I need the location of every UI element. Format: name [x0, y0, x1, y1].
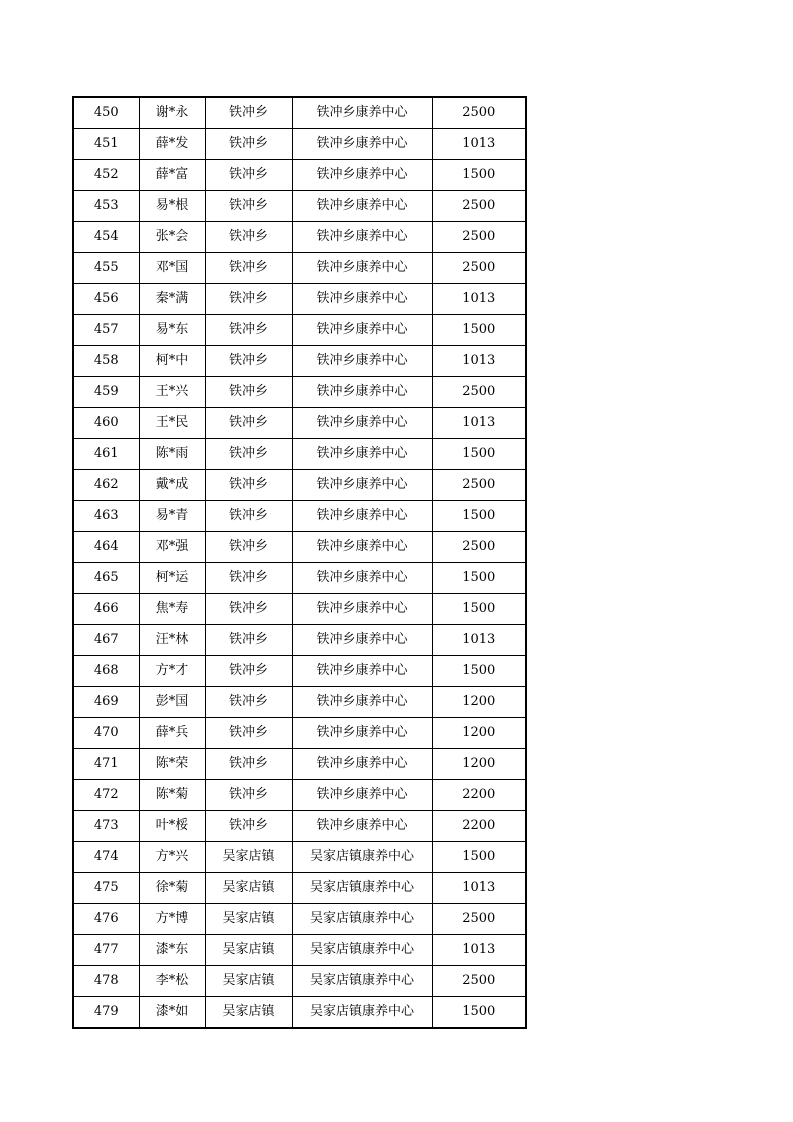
town-cell: 铁冲乡: [205, 346, 292, 377]
amount-cell: 1500: [432, 439, 526, 470]
amount-cell: 1013: [432, 625, 526, 656]
amount-cell: 2500: [432, 966, 526, 997]
row-number-cell: 461: [73, 439, 139, 470]
care-center-cell: 吴家店镇康养中心: [292, 997, 432, 1029]
name-cell: 薛*兵: [139, 718, 205, 749]
table-row: [73, 284, 526, 315]
name-cell: 易*青: [139, 501, 205, 532]
name-cell: 漆*如: [139, 997, 205, 1029]
table-row: [73, 532, 526, 563]
name-cell: 易*东: [139, 315, 205, 346]
town-cell: 铁冲乡: [205, 253, 292, 284]
row-number-cell: 463: [73, 501, 139, 532]
care-center-cell: 铁冲乡康养中心: [292, 222, 432, 253]
name-cell: 柯*中: [139, 346, 205, 377]
care-center-cell: 铁冲乡康养中心: [292, 160, 432, 191]
care-center-cell: 铁冲乡康养中心: [292, 191, 432, 222]
care-center-cell: 铁冲乡康养中心: [292, 408, 432, 439]
care-center-cell: 铁冲乡康养中心: [292, 253, 432, 284]
amount-cell: 1013: [432, 408, 526, 439]
name-cell: 彭*国: [139, 687, 205, 718]
amount-cell: 1200: [432, 718, 526, 749]
table-row: [73, 408, 526, 439]
table-row: [73, 346, 526, 377]
name-cell: 戴*成: [139, 470, 205, 501]
town-cell: 铁冲乡: [205, 97, 292, 129]
name-cell: 陈*荣: [139, 749, 205, 780]
table-row: [73, 315, 526, 346]
town-cell: 铁冲乡: [205, 532, 292, 563]
name-cell: 方*兴: [139, 842, 205, 873]
name-cell: 张*会: [139, 222, 205, 253]
row-number-cell: 452: [73, 160, 139, 191]
table-row: [73, 966, 526, 997]
name-cell: 叶*桵: [139, 811, 205, 842]
table-row: [73, 687, 526, 718]
name-cell: 王*民: [139, 408, 205, 439]
amount-cell: 1500: [432, 842, 526, 873]
care-center-cell: 铁冲乡康养中心: [292, 315, 432, 346]
table-row: [73, 935, 526, 966]
table-row: [73, 594, 526, 625]
name-cell: 秦*满: [139, 284, 205, 315]
row-number-cell: 470: [73, 718, 139, 749]
town-cell: 铁冲乡: [205, 408, 292, 439]
care-center-cell: 铁冲乡康养中心: [292, 780, 432, 811]
amount-cell: 2200: [432, 780, 526, 811]
row-number-cell: 475: [73, 873, 139, 904]
town-cell: 铁冲乡: [205, 191, 292, 222]
row-number-cell: 450: [73, 97, 139, 129]
table-row: [73, 873, 526, 904]
row-number-cell: 455: [73, 253, 139, 284]
town-cell: 铁冲乡: [205, 439, 292, 470]
row-number-cell: 478: [73, 966, 139, 997]
town-cell: 铁冲乡: [205, 656, 292, 687]
row-number-cell: 454: [73, 222, 139, 253]
care-center-cell: 铁冲乡康养中心: [292, 563, 432, 594]
care-center-cell: 铁冲乡康养中心: [292, 687, 432, 718]
row-number-cell: 465: [73, 563, 139, 594]
care-center-cell: 铁冲乡康养中心: [292, 811, 432, 842]
care-center-cell: 铁冲乡康养中心: [292, 656, 432, 687]
care-center-cell: 铁冲乡康养中心: [292, 439, 432, 470]
amount-cell: 1500: [432, 656, 526, 687]
amount-cell: 1013: [432, 935, 526, 966]
row-number-cell: 467: [73, 625, 139, 656]
amount-cell: 2500: [432, 904, 526, 935]
table-row: [73, 625, 526, 656]
name-cell: 薛*富: [139, 160, 205, 191]
row-number-cell: 451: [73, 129, 139, 160]
amount-cell: 1500: [432, 315, 526, 346]
amount-cell: 1500: [432, 501, 526, 532]
table-row: [73, 718, 526, 749]
row-number-cell: 457: [73, 315, 139, 346]
amount-cell: 1500: [432, 997, 526, 1029]
name-cell: 薛*发: [139, 129, 205, 160]
town-cell: 铁冲乡: [205, 377, 292, 408]
amount-cell: 2500: [432, 253, 526, 284]
table-row: [73, 97, 526, 129]
table-row: [73, 842, 526, 873]
table-row: [73, 997, 526, 1029]
care-center-cell: 吴家店镇康养中心: [292, 873, 432, 904]
care-center-cell: 铁冲乡康养中心: [292, 97, 432, 129]
amount-cell: 2500: [432, 377, 526, 408]
town-cell: 铁冲乡: [205, 501, 292, 532]
table-row: [73, 470, 526, 501]
name-cell: 汪*林: [139, 625, 205, 656]
amount-cell: 1500: [432, 594, 526, 625]
town-cell: 铁冲乡: [205, 811, 292, 842]
town-cell: 铁冲乡: [205, 470, 292, 501]
town-cell: 铁冲乡: [205, 222, 292, 253]
amount-cell: 1013: [432, 129, 526, 160]
table-row: [73, 656, 526, 687]
care-center-cell: 吴家店镇康养中心: [292, 842, 432, 873]
table-row: [73, 749, 526, 780]
town-cell: 铁冲乡: [205, 780, 292, 811]
name-cell: 柯*运: [139, 563, 205, 594]
town-cell: 铁冲乡: [205, 718, 292, 749]
town-cell: 铁冲乡: [205, 315, 292, 346]
town-cell: 吴家店镇: [205, 935, 292, 966]
amount-cell: 2500: [432, 222, 526, 253]
roster-table-body: [73, 97, 526, 1028]
table-row: [73, 253, 526, 284]
care-center-cell: 铁冲乡康养中心: [292, 718, 432, 749]
name-cell: 方*才: [139, 656, 205, 687]
name-cell: 谢*永: [139, 97, 205, 129]
row-number-cell: 462: [73, 470, 139, 501]
care-center-cell: 铁冲乡康养中心: [292, 625, 432, 656]
table-row: [73, 501, 526, 532]
row-number-cell: 459: [73, 377, 139, 408]
name-cell: 方*博: [139, 904, 205, 935]
care-center-cell: 铁冲乡康养中心: [292, 501, 432, 532]
table-row: [73, 160, 526, 191]
town-cell: 吴家店镇: [205, 842, 292, 873]
town-cell: 吴家店镇: [205, 997, 292, 1029]
table-row: [73, 563, 526, 594]
care-center-cell: 铁冲乡康养中心: [292, 470, 432, 501]
name-cell: 陈*雨: [139, 439, 205, 470]
table-row: [73, 439, 526, 470]
amount-cell: 2500: [432, 97, 526, 129]
name-cell: 陈*菊: [139, 780, 205, 811]
row-number-cell: 464: [73, 532, 139, 563]
row-number-cell: 460: [73, 408, 139, 439]
row-number-cell: 477: [73, 935, 139, 966]
row-number-cell: 458: [73, 346, 139, 377]
amount-cell: 2200: [432, 811, 526, 842]
care-center-cell: 铁冲乡康养中心: [292, 377, 432, 408]
amount-cell: 1200: [432, 749, 526, 780]
table-row: [73, 780, 526, 811]
care-center-cell: 铁冲乡康养中心: [292, 749, 432, 780]
table-row: [73, 811, 526, 842]
amount-cell: 1013: [432, 346, 526, 377]
table-row: [73, 904, 526, 935]
amount-cell: 1013: [432, 284, 526, 315]
care-center-cell: 吴家店镇康养中心: [292, 966, 432, 997]
care-center-cell: 铁冲乡康养中心: [292, 346, 432, 377]
row-number-cell: 472: [73, 780, 139, 811]
town-cell: 铁冲乡: [205, 749, 292, 780]
row-number-cell: 474: [73, 842, 139, 873]
care-center-cell: 铁冲乡康养中心: [292, 129, 432, 160]
care-center-cell: 吴家店镇康养中心: [292, 904, 432, 935]
amount-cell: 2500: [432, 532, 526, 563]
care-center-cell: 铁冲乡康养中心: [292, 594, 432, 625]
name-cell: 焦*寿: [139, 594, 205, 625]
name-cell: 徐*菊: [139, 873, 205, 904]
town-cell: 吴家店镇: [205, 904, 292, 935]
town-cell: 铁冲乡: [205, 594, 292, 625]
town-cell: 铁冲乡: [205, 129, 292, 160]
town-cell: 铁冲乡: [205, 687, 292, 718]
care-center-cell: 铁冲乡康养中心: [292, 284, 432, 315]
row-number-cell: 469: [73, 687, 139, 718]
amount-cell: 1200: [432, 687, 526, 718]
table-row: [73, 222, 526, 253]
town-cell: 铁冲乡: [205, 563, 292, 594]
care-center-cell: 吴家店镇康养中心: [292, 935, 432, 966]
town-cell: 吴家店镇: [205, 966, 292, 997]
name-cell: 易*根: [139, 191, 205, 222]
amount-cell: 1500: [432, 563, 526, 594]
name-cell: 王*兴: [139, 377, 205, 408]
row-number-cell: 468: [73, 656, 139, 687]
amount-cell: 1500: [432, 160, 526, 191]
row-number-cell: 479: [73, 997, 139, 1029]
row-number-cell: 473: [73, 811, 139, 842]
table-row: [73, 129, 526, 160]
amount-cell: 1013: [432, 873, 526, 904]
table-row: [73, 191, 526, 222]
town-cell: 铁冲乡: [205, 284, 292, 315]
name-cell: 邓*国: [139, 253, 205, 284]
name-cell: 李*松: [139, 966, 205, 997]
name-cell: 邓*强: [139, 532, 205, 563]
care-center-cell: 铁冲乡康养中心: [292, 532, 432, 563]
name-cell: 漆*东: [139, 935, 205, 966]
row-number-cell: 476: [73, 904, 139, 935]
town-cell: 铁冲乡: [205, 160, 292, 191]
roster-table: [72, 96, 527, 1029]
amount-cell: 2500: [432, 470, 526, 501]
row-number-cell: 466: [73, 594, 139, 625]
row-number-cell: 471: [73, 749, 139, 780]
table-row: [73, 377, 526, 408]
town-cell: 吴家店镇: [205, 873, 292, 904]
town-cell: 铁冲乡: [205, 625, 292, 656]
amount-cell: 2500: [432, 191, 526, 222]
row-number-cell: 456: [73, 284, 139, 315]
row-number-cell: 453: [73, 191, 139, 222]
